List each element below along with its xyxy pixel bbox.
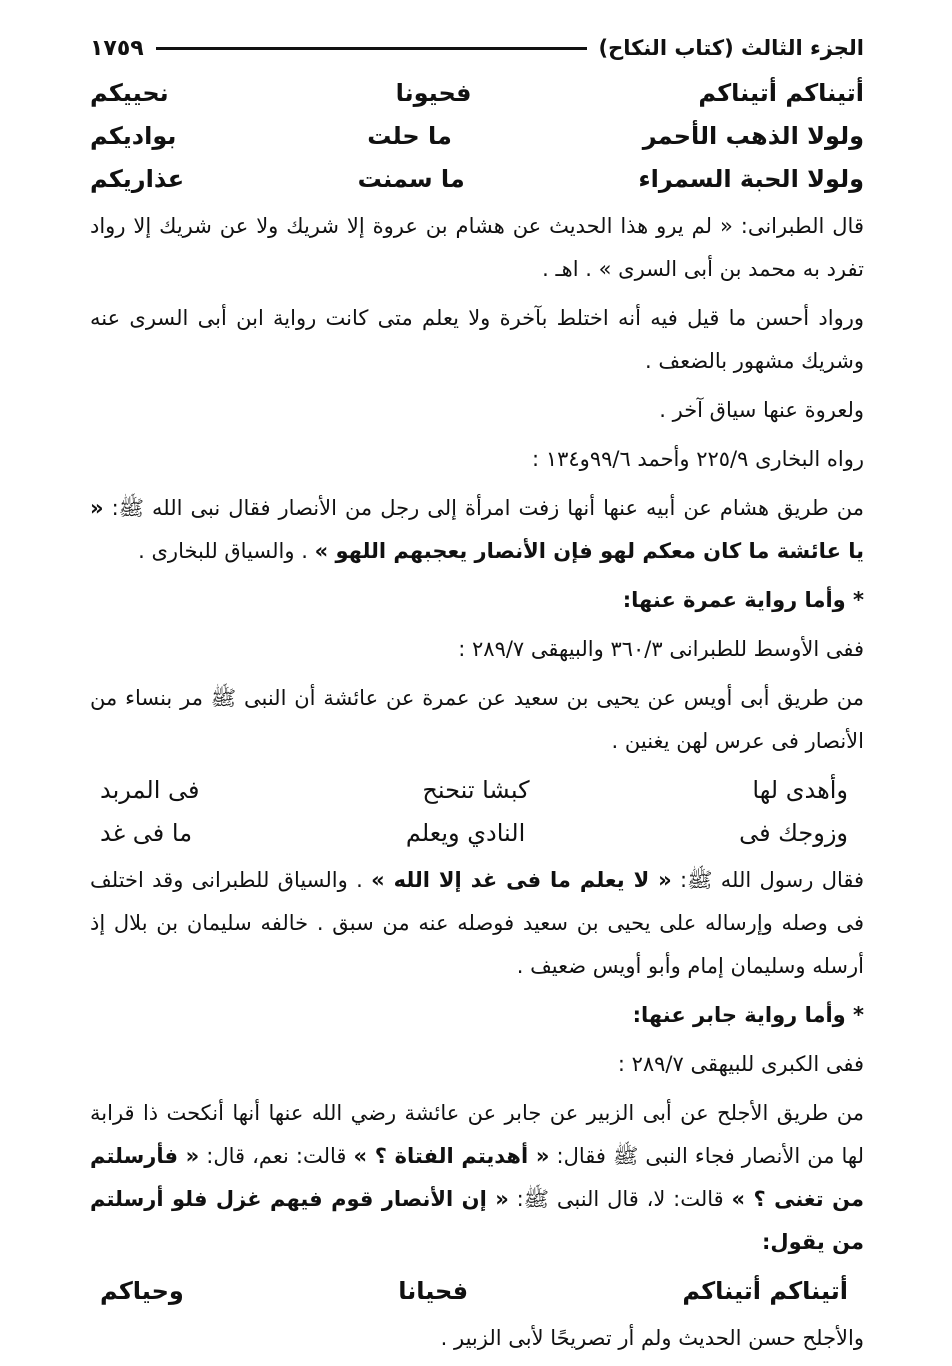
poem-segment: وأهدى لها (752, 776, 848, 804)
hadith-quote: « إن الأنصار قوم فيهم غزل فلو أرسلتم من يقول: (90, 1187, 864, 1254)
hadith-quote: « يا عائشة ما كان معكم لهو فإن الأنصار يعجبهم اللهو » (90, 496, 864, 563)
poem-segment: بواديكم (90, 122, 177, 150)
paragraph (90, 487, 864, 573)
paragraph: قال الطبرانى: « لم يرو هذا الحديث عن هشام بن عروة إلا شريك ولا عن شريك إلا رواد تفرد به محمد بن أبى السرى » . اهـ . (90, 214, 864, 281)
poem-line (90, 1270, 864, 1313)
source-reference: ففى الأوسط للطبرانى ٣٦٠/٣ والبيهقى ٢٨٩/٧ : (458, 637, 864, 661)
poem-segment: فحيونا (395, 79, 472, 107)
page-number: ١٧٥٩ (90, 35, 144, 61)
poem-segment: ما سمنت (357, 165, 465, 193)
poem-segment: ما فى غد (100, 819, 193, 847)
poem-2 (90, 769, 864, 855)
poem-line (90, 115, 864, 158)
poem-segment: ما حلت (367, 122, 452, 150)
section-heading: * وأما رواية جابر عنها: (632, 1003, 864, 1027)
text-run: من طريق هشام عن أبيه عنها أنها زفت امرأة إلى رجل من الأنصار فقال نبى الله ﷺ: (111, 496, 864, 520)
paragraph (90, 1092, 864, 1264)
poem-segment: فحيانا (398, 1277, 469, 1305)
text-run: قالت: نعم، قال: (199, 1144, 354, 1168)
poem-segment: وزوجك فى (739, 819, 848, 847)
text-run: . والسياق للبخارى . (138, 539, 315, 563)
page-body (90, 72, 864, 1366)
text-run: من طريق الأجلح عن أبى الزبير عن جابر عن عائشة رضي الله عنها أنها أنكحت ذا قرابة لها من الأنصار فجاء النبى ﷺ فقال: (90, 1101, 864, 1168)
poem-segment: ولولا الذهب الأحمر (642, 122, 864, 150)
poem-segment: عذاريكم (90, 165, 185, 193)
poem-1 (90, 72, 864, 201)
paragraph (90, 859, 864, 988)
poem-line (90, 158, 864, 201)
poem-segment: كبشا تنحنح (422, 776, 530, 804)
paragraph: ورواد أحسن ما قيل فيه أنه اختلط بآخرة ولا يعلم متى كانت رواية ابن أبى السرى عنه وشريك مشهور بالضعف . (90, 306, 864, 373)
poem-line (90, 769, 864, 812)
hadith-quote: « فأرسلتم من تغنى ؟ » (90, 1144, 864, 1211)
paragraph: ولعروة عنها سياق آخر . (659, 398, 864, 422)
hadith-quote: « لا يعلم ما فى غد إلا الله » (371, 868, 672, 892)
poem-3 (90, 1270, 864, 1313)
page-header (90, 28, 864, 68)
poem-segment: أتيناكم أتيناكم (698, 79, 864, 107)
text-run: قالت: لا، قال النبى ﷺ: (508, 1187, 732, 1211)
poem-segment: ولولا الحبة السمراء (638, 165, 864, 193)
text-run: فقال رسول الله ﷺ: (671, 868, 865, 892)
hadith-quote: « أهديتم الفتاة ؟ » (353, 1144, 550, 1168)
text-run: . والسياق للطبرانى وقد اختلف فى وصله وإرساله على يحيى بن سعيد فوصله عنه من سبق . خالفه سليمان بن بلال إذ أرسله وسليمان إمام وأبو أويس ضعيف . (90, 868, 864, 978)
poem-segment: أتيناكم أتيناكم (682, 1277, 848, 1305)
poem-segment: فى المربد (100, 776, 200, 804)
paragraph: والأجلح حسن الحديث ولم أر تصريحًا لأبى الزبير . (440, 1326, 864, 1350)
paragraph: من طريق أبى أويس عن يحيى بن سعيد عن عمرة عن عائشة أن النبى ﷺ مر بنساء من الأنصار فى عرس لهن يغنين . (90, 686, 864, 753)
running-title: الجزء الثالث (كتاب النكاح) (598, 36, 864, 60)
poem-line (90, 72, 864, 115)
poem-segment: وحياكم (100, 1277, 184, 1305)
source-reference: رواه البخارى ٢٢٥/٩ وأحمد ٩٩/٦و١٣٤ : (532, 447, 864, 471)
poem-segment: نحييكم (90, 79, 169, 107)
source-reference: ففى الكبرى للبيهقى ٢٨٩/٧ : (617, 1052, 864, 1076)
header-rule (156, 47, 587, 50)
section-heading: * وأما رواية عمرة عنها: (622, 588, 864, 612)
poem-line (90, 812, 864, 855)
poem-segment: النادي ويعلم (405, 819, 526, 847)
